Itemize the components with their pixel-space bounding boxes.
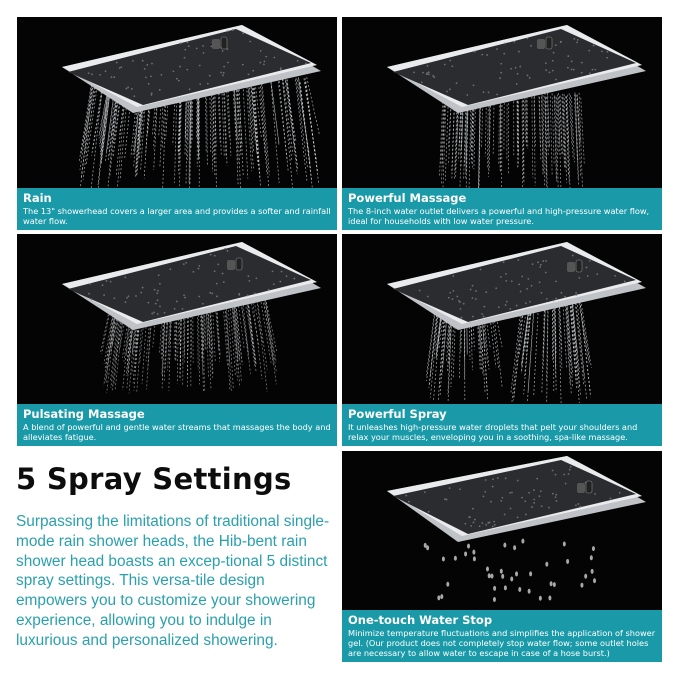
spray-card-powerful-massage bbox=[342, 17, 662, 230]
section-body: Surpassing the limitations of traditional single-mode rain shower heads, the Hib-bent rain shower head boasts an excep-tional 5 distinct spray settings. This versa-tile design empowers you to customize your showering experience, allowing you to indulge in luxurious and personalized showering. bbox=[16, 513, 330, 649]
spray-card-water-stop bbox=[342, 451, 662, 662]
card-caption bbox=[17, 188, 337, 230]
card-description: A blend of powerful and gentle water streams that massages the body and alleviates fatigue. bbox=[23, 422, 331, 442]
card-title: Pulsating Massage bbox=[23, 407, 145, 421]
card-description: It unleashes high-pressure water droplets that pelt your shoulders and relax your muscles, enveloping you in a soothing, spa-like massage. bbox=[348, 422, 638, 442]
card-caption bbox=[342, 188, 662, 230]
card-caption bbox=[17, 404, 337, 446]
card-description: The 8-inch water outlet delivers a powerful and high-pressure water flow, ideal for households with low water pressure. bbox=[348, 206, 650, 226]
spray-card-pulsating-massage bbox=[17, 234, 337, 446]
section-heading: 5 Spray Settings bbox=[16, 462, 292, 496]
card-caption bbox=[342, 404, 662, 446]
spray-card-rain bbox=[17, 17, 337, 230]
card-title: Powerful Spray bbox=[348, 407, 447, 421]
card-description: The 13" showerhead covers a larger area and provides a softer and rainfall water flow. bbox=[23, 206, 331, 226]
card-title: Powerful Massage bbox=[348, 191, 467, 205]
card-title: One-touch Water Stop bbox=[348, 613, 493, 627]
spray-card-powerful-spray bbox=[342, 234, 662, 446]
card-description: Minimize temperature fluctuations and simplifies the application of shower gel. (Our product does not completely stop water flow; some outlet holes are necessary to allow water to escape in case of a hose burst.) bbox=[348, 628, 656, 658]
card-title: Rain bbox=[23, 191, 52, 205]
card-caption bbox=[342, 610, 662, 662]
